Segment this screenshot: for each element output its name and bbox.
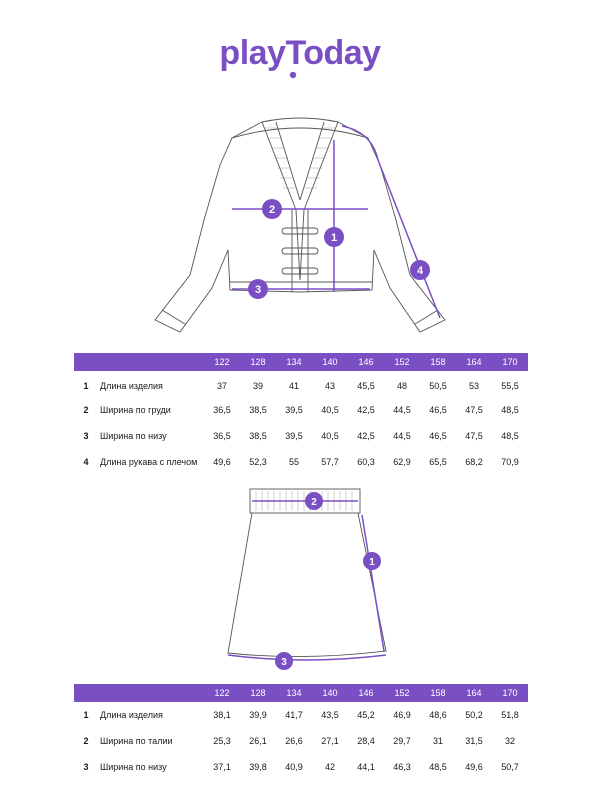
table-row: 1 Длина изделия 37 39 41 43 45,5 48 50,5 53 55,5 [83,381,519,391]
size-header: 158 [430,357,446,367]
size-header: 146 [358,357,374,367]
size-header: 134 [286,357,302,367]
cardigan-size-table [74,353,528,475]
table-row: 2 Ширина по талии 25,3 26,1 26,6 27,1 28,4 29,7 31 31,5 32 [83,736,515,746]
svg-text:3: 3 [254,284,262,296]
table-row: 1 Длина изделия 38,1 39,9 41,7 43,5 45,2 46,9 48,6 50,2 51,8 [83,710,519,720]
svg-text:2: 2 [268,204,276,216]
svg-text:1: 1 [330,232,338,244]
size-header: 128 [250,357,266,367]
skirt-size-table [74,684,528,780]
size-header: 158 [430,688,446,698]
cardigan-sketch [0,110,600,345]
svg-text:2: 2 [311,497,317,508]
size-header: 170 [502,688,518,698]
size-header: 128 [250,688,266,698]
size-header: 152 [394,357,410,367]
brand-logo [0,30,600,82]
size-header: 134 [286,688,302,698]
table-header-row [74,353,528,371]
svg-text:4: 4 [416,265,424,277]
size-header: 140 [322,357,338,367]
table-row: 4 Длина рукава с плечом 49,6 52,3 55 57,7 60,3 62,9 65,5 68,2 70,9 [83,457,519,467]
svg-text:1: 1 [369,557,375,568]
table-row: 3 Ширина по низу 37,1 39,8 40,9 42 44,1 46,3 48,5 49,6 50,7 [83,762,519,772]
size-header: 164 [466,357,482,367]
svg-text:3: 3 [281,657,287,668]
size-header: 170 [502,357,518,367]
skirt-sketch [0,485,600,675]
svg-text:playToday: playToday [219,34,381,72]
size-header: 164 [466,688,482,698]
size-header: 152 [394,688,410,698]
size-header: 146 [358,688,374,698]
size-header: 122 [214,357,230,367]
size-header: 122 [214,688,230,698]
table-row: 2 Ширина по груди 36,5 38,5 39,5 40,5 42,5 44,5 46,5 47,5 48,5 [83,405,519,415]
table-row: 3 Ширина по низу 36,5 38,5 39,5 40,5 42,5 44,5 46,5 47,5 48,5 [83,431,519,441]
size-header: 140 [322,688,338,698]
table-header-row [74,684,528,702]
